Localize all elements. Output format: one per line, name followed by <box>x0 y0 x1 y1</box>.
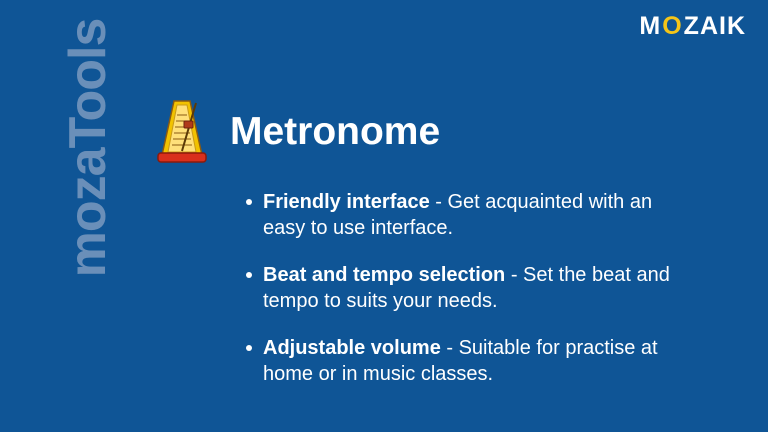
list-item <box>246 335 683 388</box>
bullet-lead: Beat and tempo selection <box>263 263 506 286</box>
bullet-rest: - Suitable for practise at home or in music classes. <box>263 336 658 385</box>
bullet-rest: - Get acquainted with an easy to use interface. <box>263 191 653 240</box>
page-title: Metronome <box>230 109 441 153</box>
bullet-dot-icon <box>246 345 252 351</box>
logo-letter-o: O <box>662 12 683 40</box>
slide-content <box>152 95 738 387</box>
logo-letters-zaik: ZAIK <box>683 12 746 40</box>
title-row <box>152 95 738 167</box>
bullet-list <box>246 189 738 387</box>
bullet-lead: Friendly interface <box>263 191 430 213</box>
list-item <box>246 189 683 242</box>
logo-letter-m: M <box>639 12 662 40</box>
bullet-dot-icon <box>246 272 252 278</box>
bullet-lead: Adjustable volume <box>263 336 441 359</box>
mozaik-logo <box>639 14 746 39</box>
metronome-icon <box>152 95 212 167</box>
mozatools-watermark: mozaTools <box>59 18 117 278</box>
bullet-rest: - Set the beat and tempo to suits your needs. <box>263 263 670 313</box>
bullet-dot-icon <box>246 199 252 205</box>
list-item <box>246 262 683 315</box>
